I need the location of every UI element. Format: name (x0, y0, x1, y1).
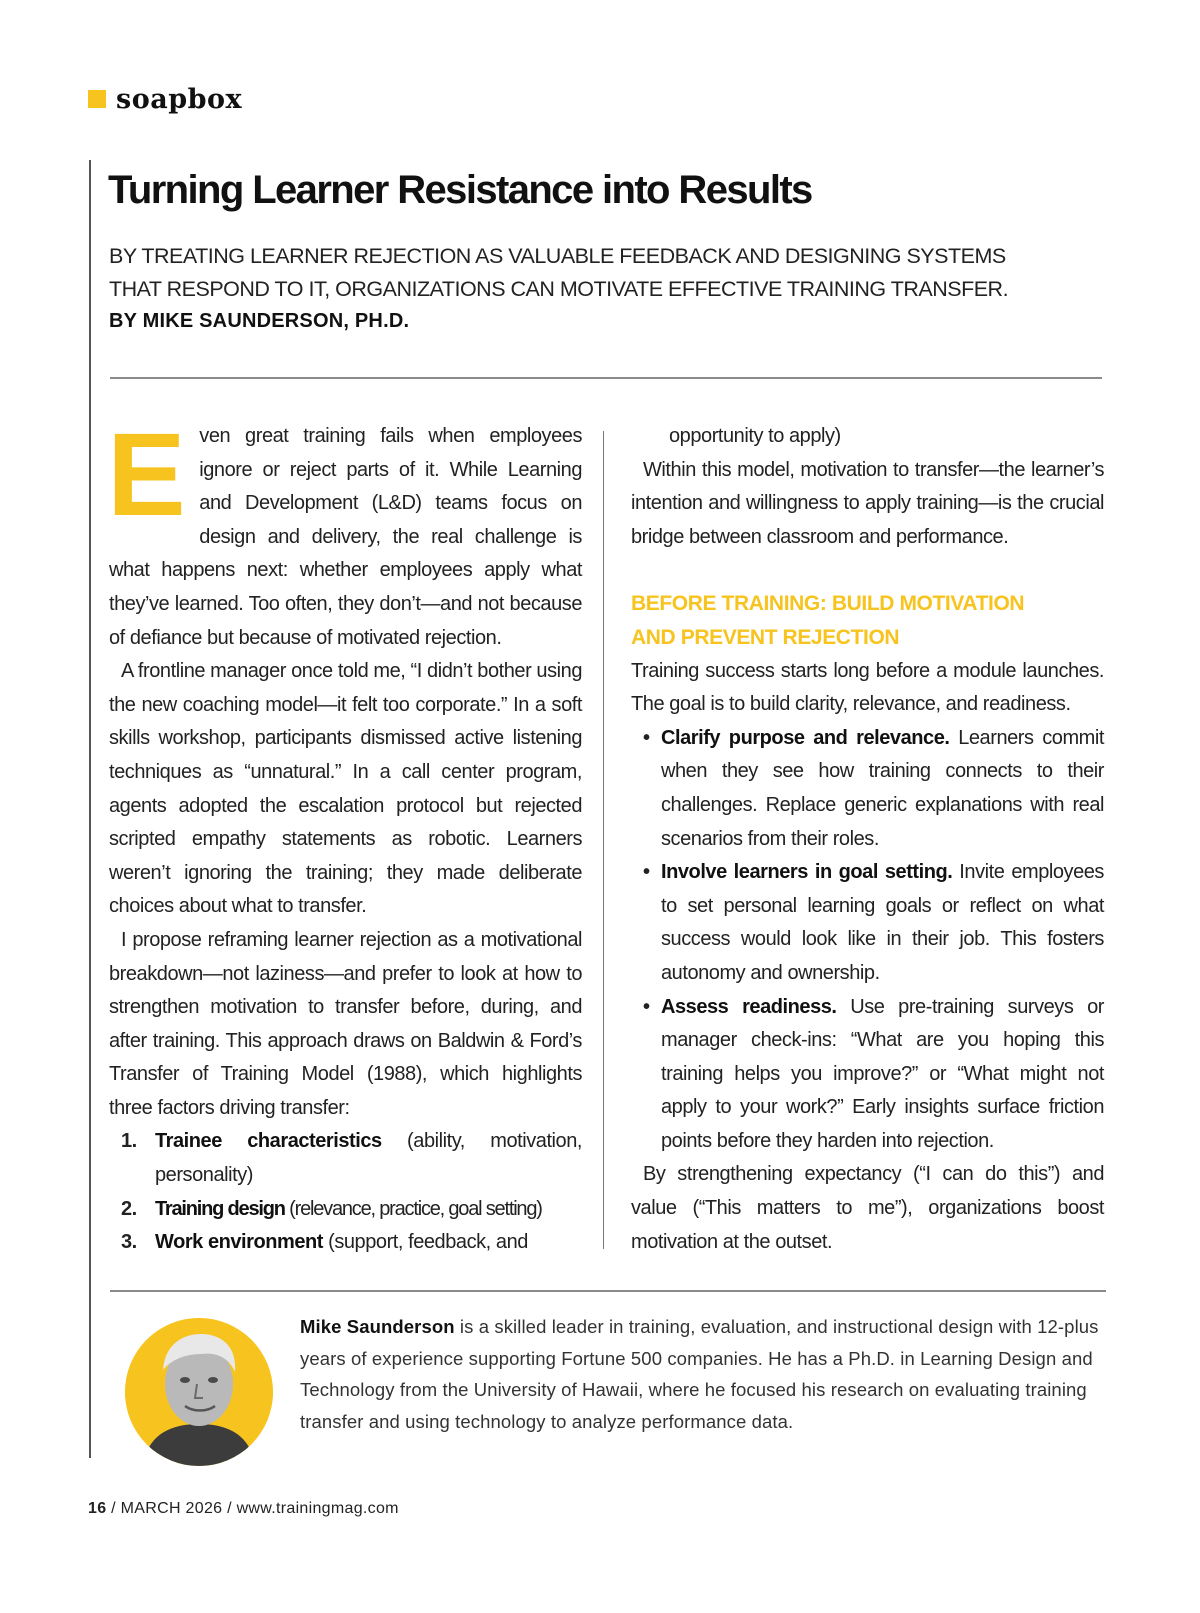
list-item (109, 1193, 582, 1227)
right-column (631, 420, 1104, 1259)
list-detail: (ability, motivation, personality) (155, 1130, 582, 1187)
list-item (109, 1226, 582, 1260)
list-item (631, 856, 1104, 990)
body-paragraph: A frontline manager once told me, “I didn’t bother using the new coaching model—it felt too corporate.” In a soft skills workshop, participants dismissed active listening techniques as “unnatural.” In a call center program, agents adopted the escalation protocol but rejected scripted empathy statements as robotic. Learners weren’t ignoring the training; they made deliberate choices about what to transfer. (109, 660, 582, 918)
list-number: 1. (121, 1130, 137, 1153)
divider-rule (110, 1290, 1106, 1292)
section-subhead: BEFORE TRAINING: BUILD MOTIVATION (631, 592, 1025, 616)
body-paragraph: Training success starts long before a module launches. The goal is to build clarity, relevance, and readiness. (631, 659, 1104, 716)
list-item (631, 991, 1104, 1159)
page-number: 16 (88, 1500, 107, 1517)
bullet-icon: • (643, 995, 650, 1018)
list-detail: (support, feedback, and (323, 1231, 528, 1254)
transfer-factors-list (109, 1125, 582, 1259)
issue-info: / MARCH 2026 / www.trainingmag.com (106, 1500, 399, 1517)
section-tag (88, 84, 242, 114)
divider-rule (110, 377, 1102, 379)
list-term: Work environment (155, 1231, 324, 1254)
bullet-list (631, 722, 1104, 1159)
bio-text: is a skilled leader in training, evaluation, and instructional design with 12-plus years of experience supporting Fortune 500 companies. He has a Ph.D. in Learning Design and Technology from the University of Hawaii, where he focused his research on evaluating training transfer and using technology to analyze performance data. (300, 1316, 1099, 1432)
body-paragraph (107, 409, 582, 655)
list-term: Assess readiness. (661, 995, 837, 1018)
list-item (109, 1125, 582, 1192)
deck-line: BY TREATING LEARNER REJECTION AS VALUABLE FEEDBACK AND DESIGNING SYSTEMS (109, 244, 1006, 268)
page-footer (88, 1500, 399, 1518)
body-paragraph: By strengthening expectancy (“I can do this”) and value (“This matters to me”), organizations boost motivation at the outset. (631, 1163, 1104, 1253)
section-label: soapbox (116, 83, 243, 115)
bullet-icon: • (643, 726, 650, 749)
author-portrait-icon (125, 1318, 273, 1466)
column-divider (603, 431, 604, 1249)
author-bio (300, 1311, 1100, 1437)
byline: BY MIKE SAUNDERSON, PH.D. (109, 310, 410, 332)
list-detail: Learners commit when they see how training connects to their challenges. Replace generic explanations with real scenarios from their roles. (661, 726, 1104, 850)
list-term: Training design (155, 1197, 285, 1220)
continued-text: opportunity to apply) (669, 425, 841, 447)
list-detail: Invite employees to set personal learning goals or reflect on what success would look like in their job. This fosters autonomy and ownership. (661, 861, 1104, 984)
list-item (631, 722, 1104, 856)
list-term: Trainee characteristics (155, 1130, 382, 1153)
list-number: 3. (121, 1231, 137, 1254)
deck-line: THAT RESPOND TO IT, ORGANIZATIONS CAN MOTIVATE EFFECTIVE TRAINING TRANSFER. (109, 277, 1009, 301)
list-number: 2. (121, 1197, 137, 1220)
body-paragraph: Within this model, motivation to transfer—the learner’s intention and willingness to apply training—is the crucial bridge between classroom and performance. (631, 458, 1104, 548)
left-column (107, 409, 582, 1260)
list-detail: (relevance, practice, goal setting) (284, 1197, 542, 1220)
drop-cap: E (107, 409, 186, 541)
section-marker-square (88, 90, 106, 108)
section-subhead: AND PREVENT REJECTION (631, 625, 900, 649)
author-photo (125, 1318, 273, 1466)
author-name: Mike Saunderson (300, 1316, 455, 1337)
article-title: Turning Learner Resistance into Results (108, 168, 812, 212)
list-term: Clarify purpose and relevance. (661, 726, 950, 749)
paragraph-text: ven great training fails when employees ignore or reject parts of it. While Learning and Development (L&D) teams focus on design and delivery, the real challenge is what happens next: whether employees apply what they’ve learned. Too often, they don’t—and not because of defiance but because of motivated rejection. (109, 425, 582, 649)
bullet-icon: • (643, 861, 650, 884)
left-margin-rule (89, 160, 91, 1458)
body-paragraph: I propose reframing learner rejection as a motivational breakdown—not laziness—and prefer to look at how to strengthen motivation to transfer before, during, and after training. This approach draws on Baldwin & Ford’s Transfer of Training Model (1988), which highlights three factors driving transfer: (109, 928, 582, 1119)
article-deck (109, 240, 1059, 306)
list-term: Involve learners in goal setting. (661, 861, 953, 884)
list-detail: Use pre-training surveys or manager check-ins: “What are you hoping this training helps you improve?” or “What might not apply to your work?” Early insights surface friction points before they harden into rejection. (661, 995, 1105, 1152)
